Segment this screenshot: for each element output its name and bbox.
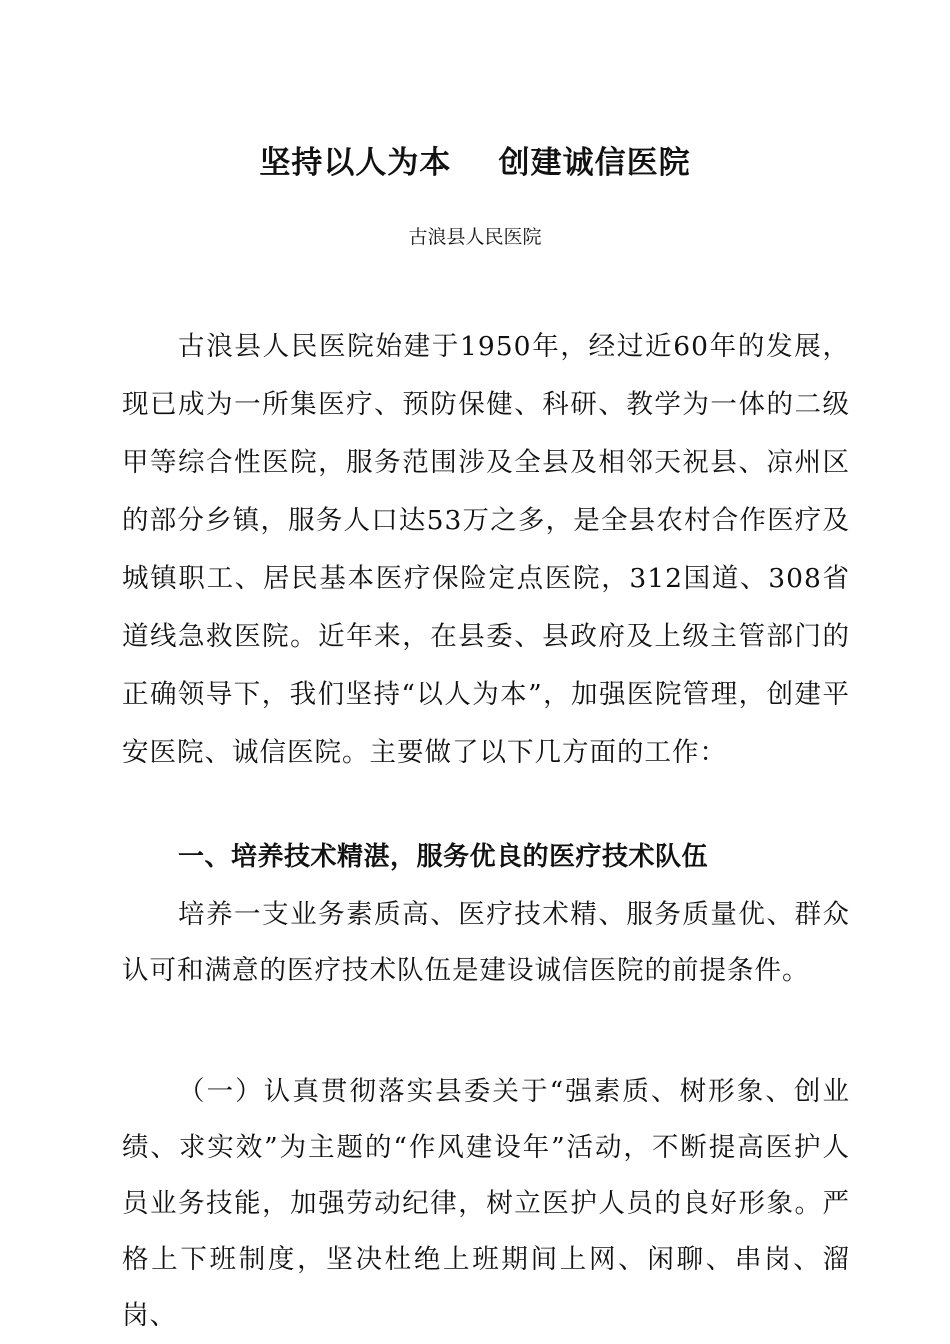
intro-paragraph: 古浪县人民医院始建于1950年，经过近60年的发展，现已成为一所集医疗、预防保健、科研、教学为一体的二级甲等综合性医院，服务范围涉及全县及相邻天祝县、凉州区的部分乡镇，服务人口达53万之多，是全县农村合作医疗及城镇职工、居民基本医疗保险定点医院，312国道、308省道线急救医院。近年来，在县委、县政府及上级主管部门的正确领导下，我们坚持“以人为本”，加强医院管理，创建平安医院、诚信医院。主要做了以下几方面的工作： (122, 331, 850, 768)
section-body-paragraph: 培养一支业务素质高、医疗技术精、服务质量优、群众认可和满意的医疗技术队伍是建设诚信医院的前提条件。 (122, 899, 850, 986)
section-item-paragraph: （一）认真贯彻落实县委关于“强素质、树形象、创业绩、求实效”为主题的“作风建设年”活动，不断提高医护人员业务技能，加强劳动纪律，树立医护人员的良好形象。严格上下班制度，坚决杜绝上班期间上网、闲聊、串岗、溜岗、 (122, 1076, 850, 1331)
document-author: 古浪县人民医院 (408, 226, 542, 248)
section-heading: 一、培养技术精湛，服务优良的医疗技术队伍 (178, 842, 709, 872)
document-title: 坚持以人为本 创建诚信医院 (259, 145, 691, 181)
